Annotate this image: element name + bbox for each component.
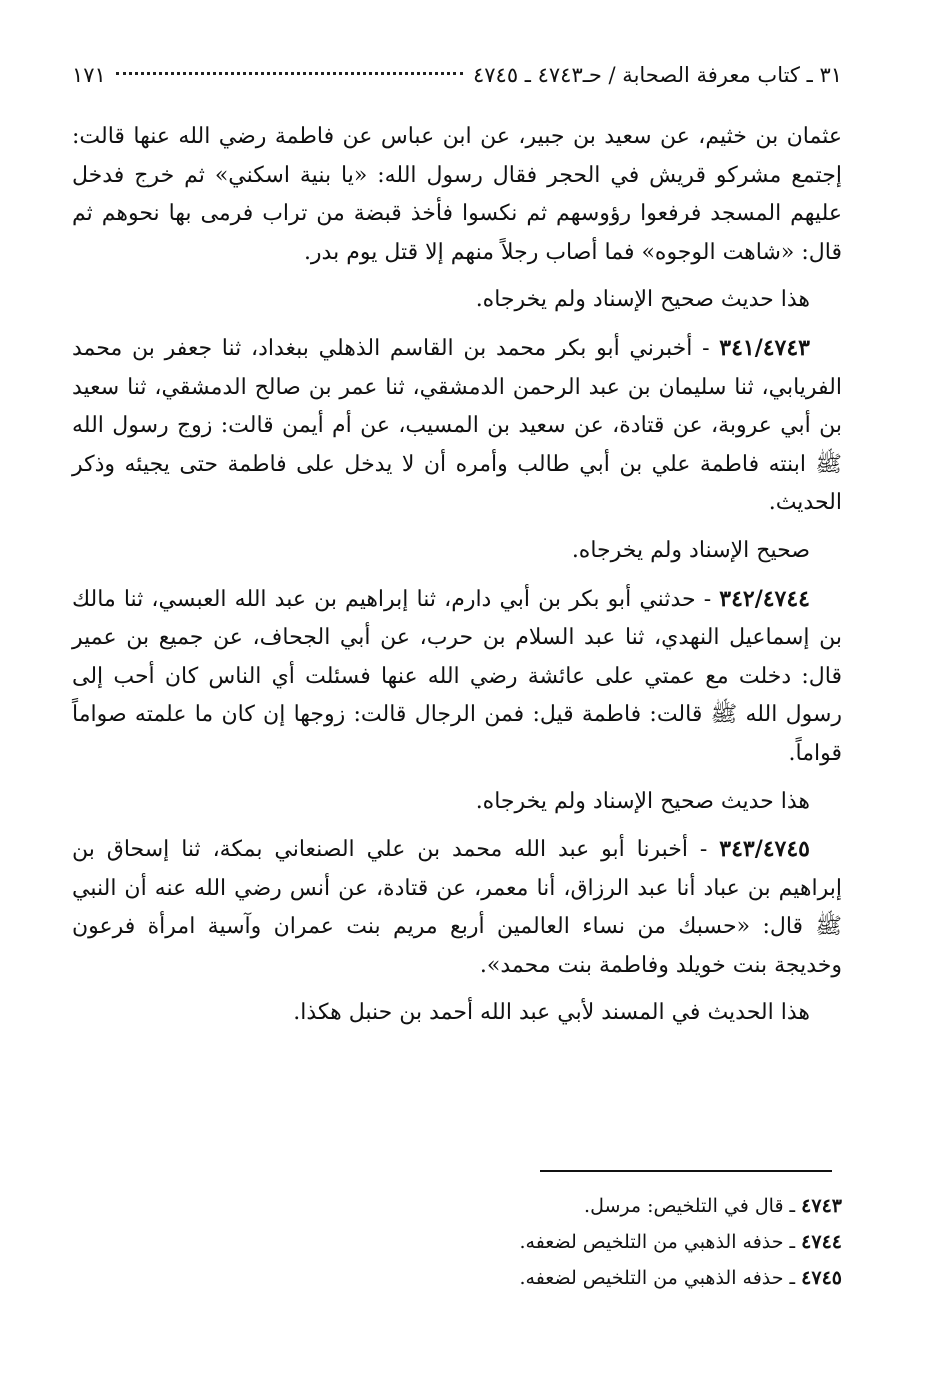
footnote-number: ٤٧٤٣ (801, 1195, 842, 1217)
footnote-number: ٤٧٤٥ (801, 1267, 842, 1289)
hadith-number: ٣٤٣/٤٧٤٥ (719, 836, 810, 863)
page-number: ١٧١ (72, 63, 106, 87)
hadith-verdict (72, 783, 842, 822)
hadith-verdict (72, 281, 842, 320)
verdict-text: هذا حديث صحيح الإسناد ولم يخرجاه. (475, 287, 810, 313)
running-header (72, 60, 842, 90)
main-text (72, 118, 842, 1033)
verdict-text: هذا حديث صحيح الإسناد ولم يخرجاه. (475, 788, 810, 814)
hadith-text: - أخبرني أبو بكر محمد بن القاسم الذهلي ببغداد، ثنا جعفر بن محمد الفريابي، ثنا سليمان بن عبد الرحمن الدمشقي، ثنا عمر بن صالح الدمشقي، ثنا سعيد بن أبي عروبة، عن قتادة، عن سعيد بن المسيب، عن أم أيمن قالت: زوج رسول الله ﷺ ابنته فاطمة علي بن أبي طالب وأمره أن لا يدخل على فاطمة حتى يجيئه وذكر الحديث. (72, 335, 842, 516)
footnote-text: ـ قال في التلخيص: مرسل. (584, 1195, 802, 1217)
footnote (72, 1260, 842, 1296)
hadith-entry (72, 329, 842, 523)
verdict-text: هذا الحديث في المسند لأبي عبد الله أحمد بن حنبل هكذا. (293, 1000, 810, 1026)
hadith-entry (72, 830, 842, 985)
running-header-title: ٣١ ـ كتاب معرفة الصحابة / حـ٤٧٤٣ ـ ٤٧٤٥ (472, 63, 842, 87)
hadith-verdict (72, 994, 842, 1033)
hadith-text: - أخبرنا أبو عبد الله محمد بن علي الصنعاني بمكة، ثنا إسحاق بن إبراهيم بن عباد أنا عبد الرزاق، أنا معمر، عن قتادة، عن أنس رضي الله عنه أن النبي ﷺ قال: «حسبك من نساء العالمين أربع مريم بنت عمران وآسية امرأة فرعون وخديجة بنت خويلد وفاطمة بنت محمد». (72, 837, 842, 978)
footnote (72, 1188, 842, 1224)
footnote-separator (540, 1170, 832, 1172)
book-page (72, 60, 842, 1042)
footnote (72, 1224, 842, 1260)
hadith-number: ٣٤١/٤٧٤٣ (719, 334, 810, 361)
paragraph-text: عثمان بن خثيم، عن سعيد بن جبير، عن ابن عباس عن فاطمة رضي الله عنها قالت: إجتمع مشركو قريش في الحجر فقال رسول الله: «يا بنية اسكني» ثم خرج فدخل عليهم المسجد فرفعوا رؤوسهم ثم نكسوا فأخذ قبضة من تراب فرمى بها نحوهم ثم قال: «شاهت الوجوه» فما أصاب رجلاً منهم إلا قتل يوم بدر. (72, 124, 842, 265)
footnotes (72, 1188, 842, 1296)
hadith-number: ٣٤٢/٤٧٤٤ (719, 585, 810, 612)
footnote-text: ـ حذفه الذهبي من التلخيص لضعفه. (519, 1231, 802, 1253)
hadith-verdict (72, 532, 842, 571)
footnote-number: ٤٧٤٤ (801, 1231, 842, 1253)
paragraph-continuation (72, 118, 842, 272)
dot-leader (116, 72, 463, 75)
verdict-text: صحيح الإسناد ولم يخرجاه. (571, 537, 810, 563)
hadith-text: - حدثني أبو بكر بن أبي دارم، ثنا إبراهيم بن عبد الله العبسي، ثنا مالك بن إسماعيل النهدي، ثنا عبد السلام بن حرب، عن أبي الجحاف، عن جميع بن عمير قال: دخلت مع عمتي على عائشة رضي الله عنها فسئلت أي الناس كان أحب إلى رسول الله ﷺ قالت: فاطمة قيل: فمن الرجال قالت: زوجها إن كان ما علمته صواماً قواماً. (72, 586, 842, 766)
hadith-entry (72, 580, 842, 774)
footnote-text: ـ حذفه الذهبي من التلخيص لضعفه. (519, 1267, 802, 1289)
